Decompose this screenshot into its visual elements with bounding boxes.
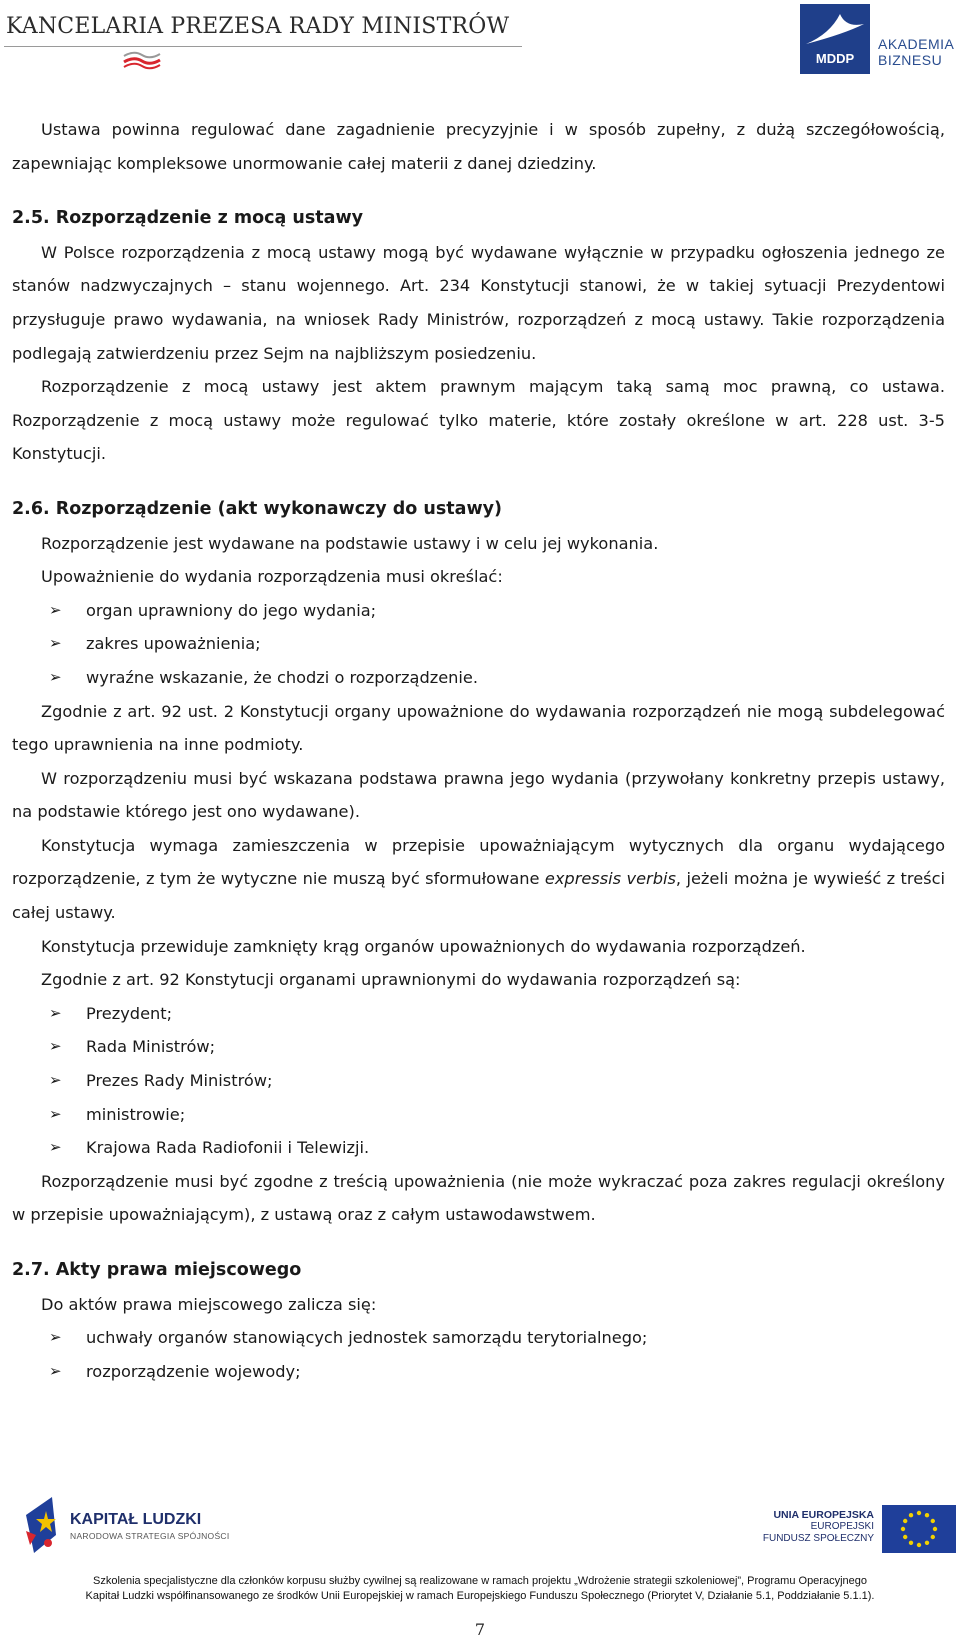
- list-local-law-acts: [12, 1321, 945, 1388]
- akademia-line2: BIZNESU: [878, 52, 943, 68]
- arrow-bullet-icon: ➢: [49, 667, 62, 686]
- paragraph-2-6-b: Upoważnienie do wydania rozporządzenia musi określać:: [41, 567, 503, 587]
- footer-funding-note: [0, 1574, 960, 1604]
- paragraph-2-6-f: Konstytucja przewiduje zamknięty krąg organów upoważnionych do wydawania rozporządzeń.: [41, 936, 806, 956]
- kprm-flag-icon: [122, 48, 162, 70]
- arrow-bullet-icon: ➢: [49, 1071, 62, 1090]
- document-body: [12, 113, 945, 1388]
- list-item: ➢ uchwały organów stanowiących jednostek samorządu terytorialnego;: [12, 1321, 945, 1355]
- spacer: [12, 1232, 945, 1254]
- arrow-bullet-icon: ➢: [49, 1138, 62, 1157]
- paragraph-2-6-h: Rozporządzenie musi być zgodne z treścią upoważnienia (nie może wykraczać poza zakres regulacji określony w przepisie upoważniającym), z ustawą oraz z całym ustawodawstwem.: [12, 1171, 945, 1225]
- mddp-label: MDDP: [815, 51, 855, 66]
- list-item: ➢ rozporządzenie wojewody;: [12, 1355, 945, 1389]
- paragraph-2-6-e: Konstytucja wymaga zamieszczenia w przepisie upoważniającym wytycznych dla organu wydającego rozporządzenie, z tym że wytyczne nie muszą być sformułowane expressis verbis, jeżeli można je wywieść z treści całej ustawy.: [12, 835, 945, 923]
- arrow-bullet-icon: ➢: [49, 600, 62, 619]
- list-item: ➢ Prezes Rady Ministrów;: [12, 1064, 945, 1098]
- header-left-logo: [4, 10, 524, 70]
- paragraph-2-6-d: W rozporządzeniu musi być wskazana podstawa prawna jego wydania (przywołany konkretny przepis ustawy, na podstawie którego jest ono wydawane).: [12, 768, 945, 822]
- mddp-logo: [800, 4, 870, 74]
- spacer: [12, 180, 945, 202]
- kapital-ludzki-star-icon: [22, 1495, 60, 1555]
- kapital-ludzki-title: KAPITAŁ LUDZKI: [70, 1511, 202, 1528]
- kapital-ludzki-logo: [22, 1495, 232, 1557]
- akademia-biznesu-logo: [878, 36, 954, 68]
- mddp-swoosh-icon: [800, 4, 870, 50]
- arrow-bullet-icon: ➢: [49, 1361, 62, 1380]
- paragraph-2-5-a: W Polsce rozporządzenia z mocą ustawy mogą być wydawane wyłącznie w przypadku ogłoszenia jednego ze stanów nadzwyczajnych – stanu wojennego. Art. 234 Konstytucji stanowi, że w takiej sytuacji Prezydentowi przysługuje prawo wydawania, na wniosek Rady Ministrów, rozporządzeń z mocą ustawy. Takie rozporządzenia podlegają zatwierdzeniu przez Sejm na najbliższym posiedzeniu.: [12, 242, 945, 363]
- paragraph-2-6-c: Zgodnie z art. 92 ust. 2 Konstytucji organy upoważnione do wydawania rozporządzeń nie mogą subdelegować tego uprawnienia na inne podmioty.: [12, 701, 945, 755]
- akademia-line1: AKADEMIA: [878, 36, 955, 52]
- page-number: 7: [474, 1620, 486, 1639]
- eu-flag-icon: [882, 1505, 956, 1553]
- arrow-bullet-icon: ➢: [49, 634, 62, 653]
- paragraph-2-7-a: Do aktów prawa miejscowego zalicza się:: [41, 1294, 377, 1314]
- header-divider: [4, 46, 522, 47]
- list-item: ➢ Prezydent;: [12, 997, 945, 1031]
- eu-line1: UNIA EUROPEJSKA: [773, 1509, 874, 1521]
- list-authorized-organs: [12, 997, 945, 1165]
- section-heading-2-6: 2.6. Rozporządzenie (akt wykonawczy do ustawy): [12, 498, 503, 519]
- arrow-bullet-icon: ➢: [49, 1037, 62, 1056]
- list-authorization-elements: [12, 594, 945, 695]
- eu-text: [763, 1509, 874, 1545]
- eu-efs-logo: [760, 1505, 956, 1553]
- list-item: ➢ Rada Ministrów;: [12, 1030, 945, 1064]
- paragraph-intro: Ustawa powinna regulować dane zagadnienie precyzyjnie i w sposób zupełny, z dużą szczegółowością, zapewniając kompleksowe unormowanie całej materii z danej dziedziny.: [12, 120, 945, 173]
- list-item: ➢ Krajowa Rada Radiofonii i Telewizji.: [12, 1131, 945, 1165]
- paragraph-2-5-b: Rozporządzenie z mocą ustawy jest aktem prawnym mającym taką samą moc prawną, co ustawa. Rozporządzenie z mocą ustawy może regulować tylko materie, które zostały określone w art. 228 ust. 3-5 Konstytucji.: [12, 377, 945, 464]
- list-item: ➢ zakres upoważnienia;: [12, 627, 945, 661]
- header-right-logos: [800, 4, 958, 76]
- spacer: [12, 471, 945, 493]
- paragraph-2-6-g: Zgodnie z art. 92 Konstytucji organami uprawnionymi do wydawania rozporządzeń są:: [41, 970, 741, 990]
- eu-line2: EUROPEJSKI: [810, 1521, 874, 1532]
- kprm-logo-title: KANCELARIA PREZESA RADY MINISTRÓW: [6, 14, 510, 39]
- list-item: ➢ ministrowie;: [12, 1098, 945, 1132]
- eu-line3: FUNDUSZ SPOŁECZNY: [762, 1533, 874, 1544]
- kapital-ludzki-subtitle: NARODOWA STRATEGIA SPÓJNOŚCI: [70, 1531, 230, 1541]
- paragraph-2-6-a: Rozporządzenie jest wydawane na podstawie ustawy i w celu jej wykonania.: [41, 533, 659, 553]
- arrow-bullet-icon: ➢: [49, 1104, 62, 1123]
- list-item: ➢ wyraźne wskazanie, że chodzi o rozporządzenie.: [12, 661, 945, 695]
- footer-note-line2: Kapitał Ludzki współfinansowanego ze środków Unii Europejskiej w ramach Europejskiego Funduszu Społecznego (Priorytet V, Działanie 5.1, Poddziałanie 5.1.1).: [85, 1590, 875, 1602]
- footer-note-line1: Szkolenia specjalistyczne dla członków korpusu służby cywilnej są realizowane w ramach projektu „Wdrożenie strategii szkoleniowej”, Programu Operacyjnego: [92, 1575, 867, 1587]
- section-heading-2-5: 2.5. Rozporządzenie z mocą ustawy: [12, 208, 364, 229]
- latin-phrase: expressis verbis: [544, 869, 676, 889]
- arrow-bullet-icon: ➢: [49, 1328, 62, 1347]
- section-heading-2-7: 2.7. Akty prawa miejscowego: [12, 1260, 302, 1280]
- list-item: ➢ organ uprawniony do jego wydania;: [12, 594, 945, 628]
- arrow-bullet-icon: ➢: [49, 1003, 62, 1022]
